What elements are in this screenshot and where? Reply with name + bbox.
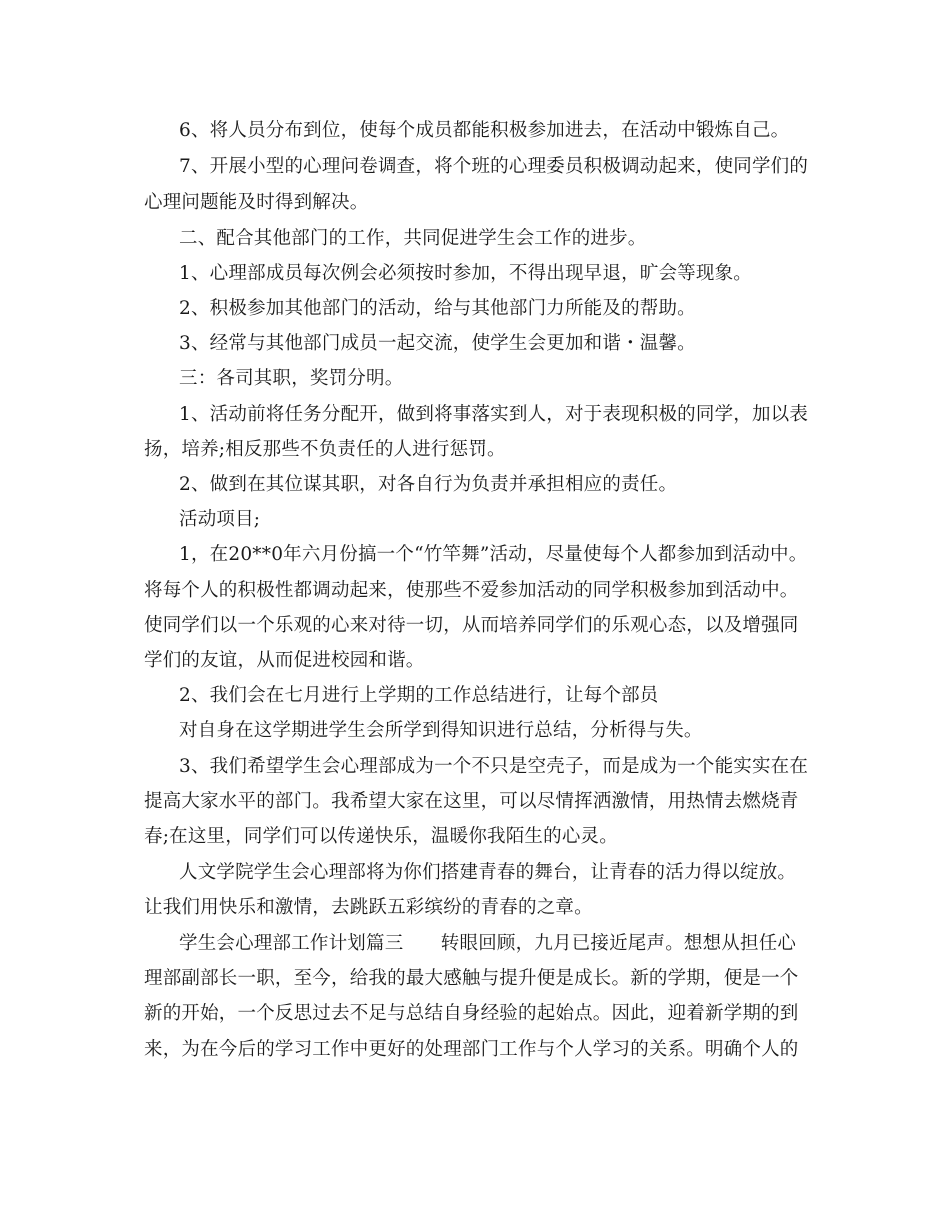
paragraph-line: 提高大家水平的部门。我希望大家在这里，可以尽情挥洒激情，用热情去燃烧青 [144, 791, 799, 812]
paragraph-line: 1、活动前将任务分配开，做到将事落实到人，对于表现积极的同学，加以表 [179, 404, 809, 425]
paragraph-line: 2、我们会在七月进行上学期的工作总结进行，让每个部员 [179, 685, 659, 706]
section-heading: 二、配合其他部门的工作，共同促进学生会工作的进步。 [179, 228, 647, 249]
section-heading: 活动项目; [179, 509, 261, 530]
paragraph-line: 将每个人的积极性都调动起来，使那些不爱参加活动的同学积极参加到活动中。 [144, 580, 799, 601]
paragraph-line: 新的开始，一个反思过去不足与总结自身经验的起始点。因此，迎着新学期的到 [144, 1003, 799, 1024]
paragraph-line: 春;在这里，同学们可以传递快乐，温暖你我陌生的心灵。 [144, 826, 618, 847]
section-heading: 三：各司其职，奖罚分明。 [179, 368, 404, 389]
paragraph-line: 2、积极参加其他部门的活动，给与其他部门力所能及的帮助。 [179, 298, 696, 319]
paragraph-line: 1、心理部成员每次例会必须按时参加，不得出现早退，旷会等现象。 [179, 263, 752, 284]
paragraph-line: 学们的友谊，从而促进校园和谐。 [144, 650, 425, 671]
paragraph-line: 对自身在这学期进学生会所学到得知识进行总结，分析得与失。 [179, 720, 703, 741]
paragraph-line: 3、我们希望学生会心理部成为一个不只是空壳子，而是成为一个能实实在在 [179, 756, 809, 777]
paragraph-line: 3、经常与其他部门成员一起交流，使学生会更加和谐・温馨。 [179, 333, 696, 354]
paragraph-line: 6、将人员分布到位，使每个成员都能积极参加进去，在活动中锻炼自己。 [179, 120, 790, 141]
paragraph-line: 让我们用快乐和激情，去跳跃五彩缤纷的青春的之章。 [144, 897, 593, 918]
paragraph-line: 理部副部长一职，至今，给我的最大感触与提升便是成长。新的学期，便是一个 [144, 968, 799, 989]
paragraph-line: 心理问题能及时得到解决。 [144, 192, 369, 213]
paragraph-line: 1，在20**0年六月份搞一个“竹竿舞”活动，尽量使每个人都参加到活动中。 [179, 544, 808, 565]
paragraph-line: 使同学们以一个乐观的心来对待一切，从而培养同学们的乐观心态，以及增强同 [144, 615, 799, 636]
paragraph-line: 扬，培养;相反那些不负责任的人进行惩罚。 [144, 439, 506, 460]
paragraph-line: 来，为在今后的学习工作中更好的处理部门工作与个人学习的关系。明确个人的 [144, 1039, 799, 1060]
paragraph-line: 人文学院学生会心理部将为你们搭建青春的舞台，让青春的活力得以绽放。 [179, 862, 797, 883]
paragraph-line: 7、开展小型的心理问卷调查，将个班的心理委员积极调动起来，使同学们的 [179, 156, 809, 177]
paragraph-line: 学生会心理部工作计划篇三 转眼回顾，九月已接近尾声。想想从担任心 [179, 933, 797, 954]
paragraph-line: 2、做到在其位谋其职，对各自行为负责并承担相应的责任。 [179, 474, 678, 495]
